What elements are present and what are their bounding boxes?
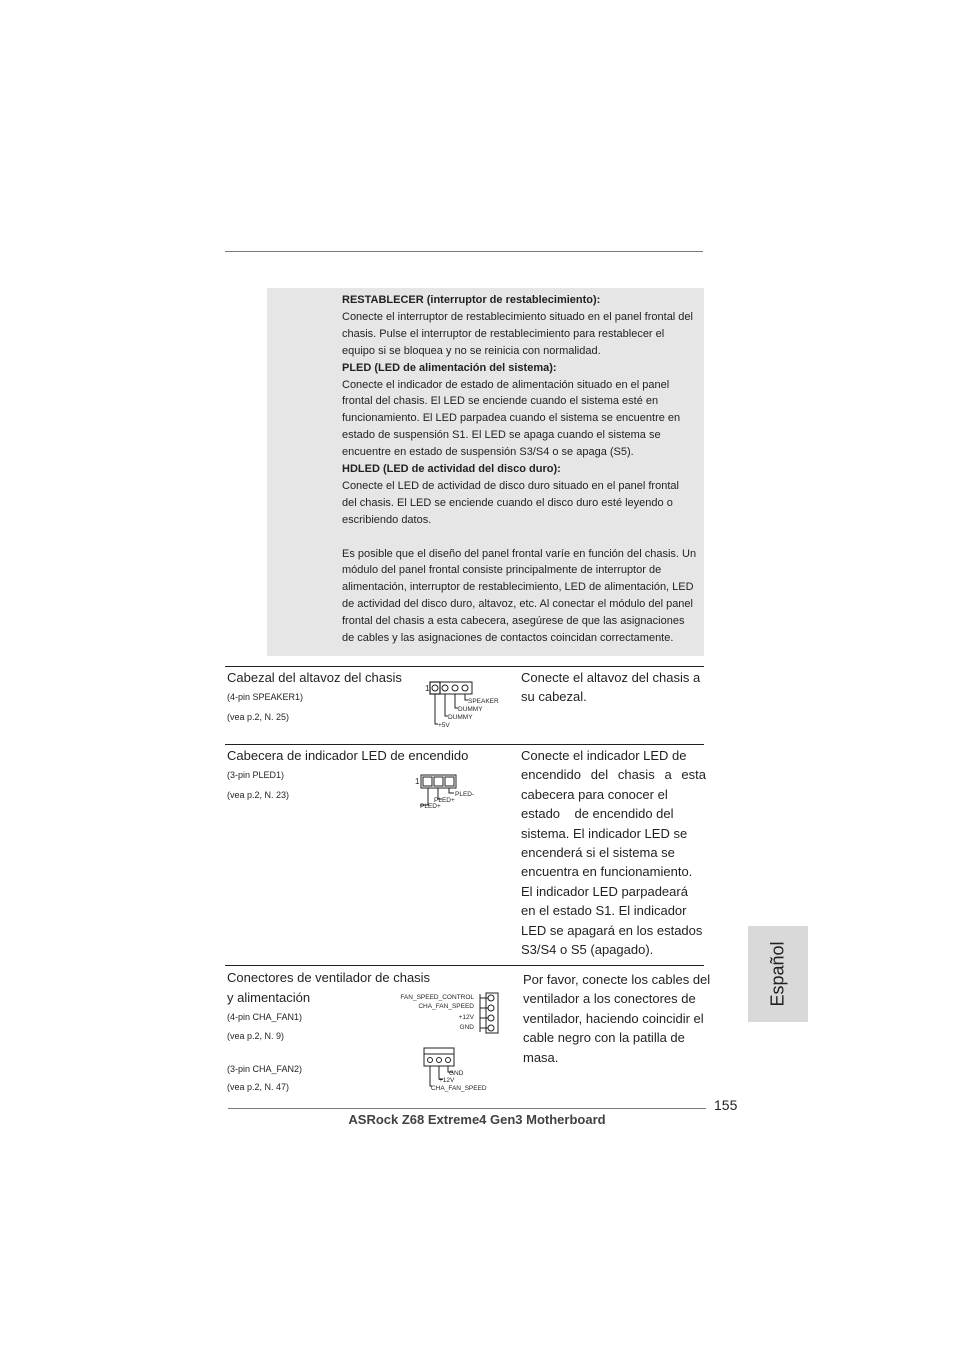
pin1-label: 1	[415, 777, 420, 786]
wire	[430, 1066, 432, 1086]
top-rule	[225, 251, 703, 252]
pled-line: frontal del chasis. El LED se enciende cuando el sistema esté en	[342, 395, 659, 408]
speaker-title: Cabezal del altavoz del chasis	[227, 670, 402, 685]
pled-desc-line: Conecte el indicador LED de	[521, 748, 687, 763]
pled-desc-line: encendido del chasis a esta	[521, 767, 706, 783]
speaker-desc-line: Conecte el altavoz del chasis a	[521, 670, 701, 685]
page-number: 155	[714, 1097, 738, 1113]
pled-desc-line: S3/S4 o S5 (apagado).	[521, 942, 654, 958]
fan2-ref: (vea p.2, N. 47)	[227, 1082, 290, 1092]
reset-title: RESTABLECER (interruptor de restablecimiento):	[342, 294, 601, 306]
label-fan-speed-control: FAN_SPEED_CONTROL	[400, 994, 474, 1001]
fan-desc-line: cable negro con la patilla de	[523, 1030, 685, 1046]
paragraph-gap	[342, 529, 704, 546]
fan3-connector-diagram	[420, 1046, 500, 1094]
pled-desc-line: encuentra en funcionamiento.	[521, 864, 693, 880]
label-12v: +12V	[458, 1014, 474, 1021]
pled-desc-line: estado de encendido del	[521, 806, 674, 822]
label-5v: +5V	[438, 722, 450, 729]
fan4-connector-diagram	[388, 990, 504, 1034]
hdled-line: Conecte el LED de actividad de disco duro situado en el panel frontal	[342, 479, 679, 492]
section-divider	[225, 666, 704, 667]
pled-line: funcionamiento. El LED parpadea cuando el sistema se encuentre en	[342, 412, 681, 425]
hdled-line: escribiendo datos.	[342, 513, 432, 526]
pled-desc-line: El indicador LED parpadeará	[521, 883, 688, 899]
note-line: frontal del chasis a esta cabecera, asegúrese de que las asignaciones	[342, 615, 685, 628]
fan-desc-line: ventilador a los conectores de	[523, 991, 696, 1007]
language-tab	[748, 926, 808, 1022]
hdled-line: del chasis. El LED se enciende cuando el disco duro esté leyendo o	[342, 496, 673, 509]
fan-desc-line: ventilador, haciendo coincidir el	[523, 1010, 704, 1026]
label-speaker: SPEAKER	[468, 698, 499, 705]
speaker-connector-diagram	[424, 678, 504, 732]
fan2-pin: (3-pin CHA_FAN2)	[227, 1064, 303, 1074]
label-12v: +12V	[439, 1077, 455, 1084]
fan-desc-line: Por favor, conecte los cables del	[523, 972, 711, 987]
pled-line: encuentre en estado de suspensión S3/S4 o se apaga (S5).	[342, 446, 634, 459]
pin1-label: 1	[425, 684, 430, 693]
fan-title: Conectores de ventilador de chasis	[227, 970, 431, 985]
section-divider	[225, 965, 704, 966]
note-line: alimentación, interruptor de restablecimiento, LED de alimentación, LED	[342, 581, 694, 594]
pled-desc-line: encenderá si el sistema se	[521, 845, 675, 861]
label-cha-fan-speed: CHA_FAN_SPEED	[418, 1003, 474, 1010]
pled-connector-diagram	[414, 772, 474, 810]
label-pled-minus: PLED-	[455, 791, 474, 798]
pled-desc-line: en el estado S1. El indicador	[521, 903, 687, 919]
pled-desc	[521, 746, 706, 959]
note-line: módulo del panel frontal consiste principalmente de interruptor de	[342, 564, 662, 577]
label-pled-plus: PLED+	[434, 797, 455, 804]
footer-title: ASRock Z68 Extreme4 Gen3 Motherboard	[348, 1112, 606, 1127]
pled-desc-line: sistema. El indicador LED se	[521, 825, 688, 841]
reset-line: Conecte el interruptor de restablecimiento situado en el panel frontal del	[342, 310, 693, 323]
reset-line: chasis. Pulse el interruptor de restablecimiento para restablecer el	[342, 327, 665, 340]
note-line: Es posible que el diseño del panel frontal varíe en función del chasis. Un	[342, 547, 697, 560]
speaker-desc	[521, 668, 700, 707]
label-dummy: DUMMY	[458, 706, 483, 713]
label-gnd: GND	[459, 1024, 474, 1031]
pled-desc-line: LED se apagará en los estados	[521, 922, 703, 938]
fan-desc-line: masa.	[523, 1049, 559, 1065]
fan1-ref: (vea p.2, N. 9)	[227, 1031, 285, 1041]
info-box-text	[342, 292, 704, 647]
label-dummy: DUMMY	[448, 714, 473, 721]
pled-title: PLED (LED de alimentación del sistema):	[342, 361, 557, 374]
fan-title: y alimentación	[227, 990, 311, 1005]
note-line: de actividad del disco duro, altavoz, etc. Al conectar el módulo del panel	[342, 598, 693, 611]
wire	[435, 694, 438, 724]
fan1-pin: (4-pin CHA_FAN1)	[227, 1012, 303, 1022]
fan-desc	[523, 970, 710, 1067]
section-divider	[225, 744, 704, 745]
speaker-pin: (4-pin SPEAKER1)	[227, 692, 304, 702]
wire	[449, 788, 454, 793]
language-tab-label: Español	[767, 941, 788, 1007]
header-body	[430, 682, 472, 694]
pled-line: estado de suspensión S1. El LED se apaga cuando el sistema se	[342, 429, 661, 442]
pled-desc-line: cabecera para conocer el	[521, 786, 668, 802]
label-pled-plus: PLED+	[420, 803, 441, 810]
pled-pin: (3-pin PLED1)	[227, 770, 285, 780]
speaker-ref: (vea p.2, N. 25)	[227, 712, 290, 722]
reset-line: equipo si se bloquea y no se reinicia con normalidad.	[342, 344, 601, 357]
footer-rule	[228, 1108, 706, 1109]
label-gnd: GND	[449, 1070, 464, 1077]
label-cha-fan-speed: CHA_FAN_SPEED	[431, 1085, 487, 1092]
pled-header-title: Cabecera de indicador LED de encendido	[227, 748, 469, 763]
wire	[445, 694, 448, 716]
note-line: de cables y las asignaciones de contactos coincidan correctamente.	[342, 632, 674, 645]
pled-ref: (vea p.2, N. 23)	[227, 790, 290, 800]
pled-line: Conecte el indicador de estado de alimentación situado en el panel	[342, 378, 670, 391]
hdled-title: HDLED (LED de actividad del disco duro):	[342, 463, 561, 476]
speaker-desc-line: su cabezal.	[521, 689, 587, 705]
